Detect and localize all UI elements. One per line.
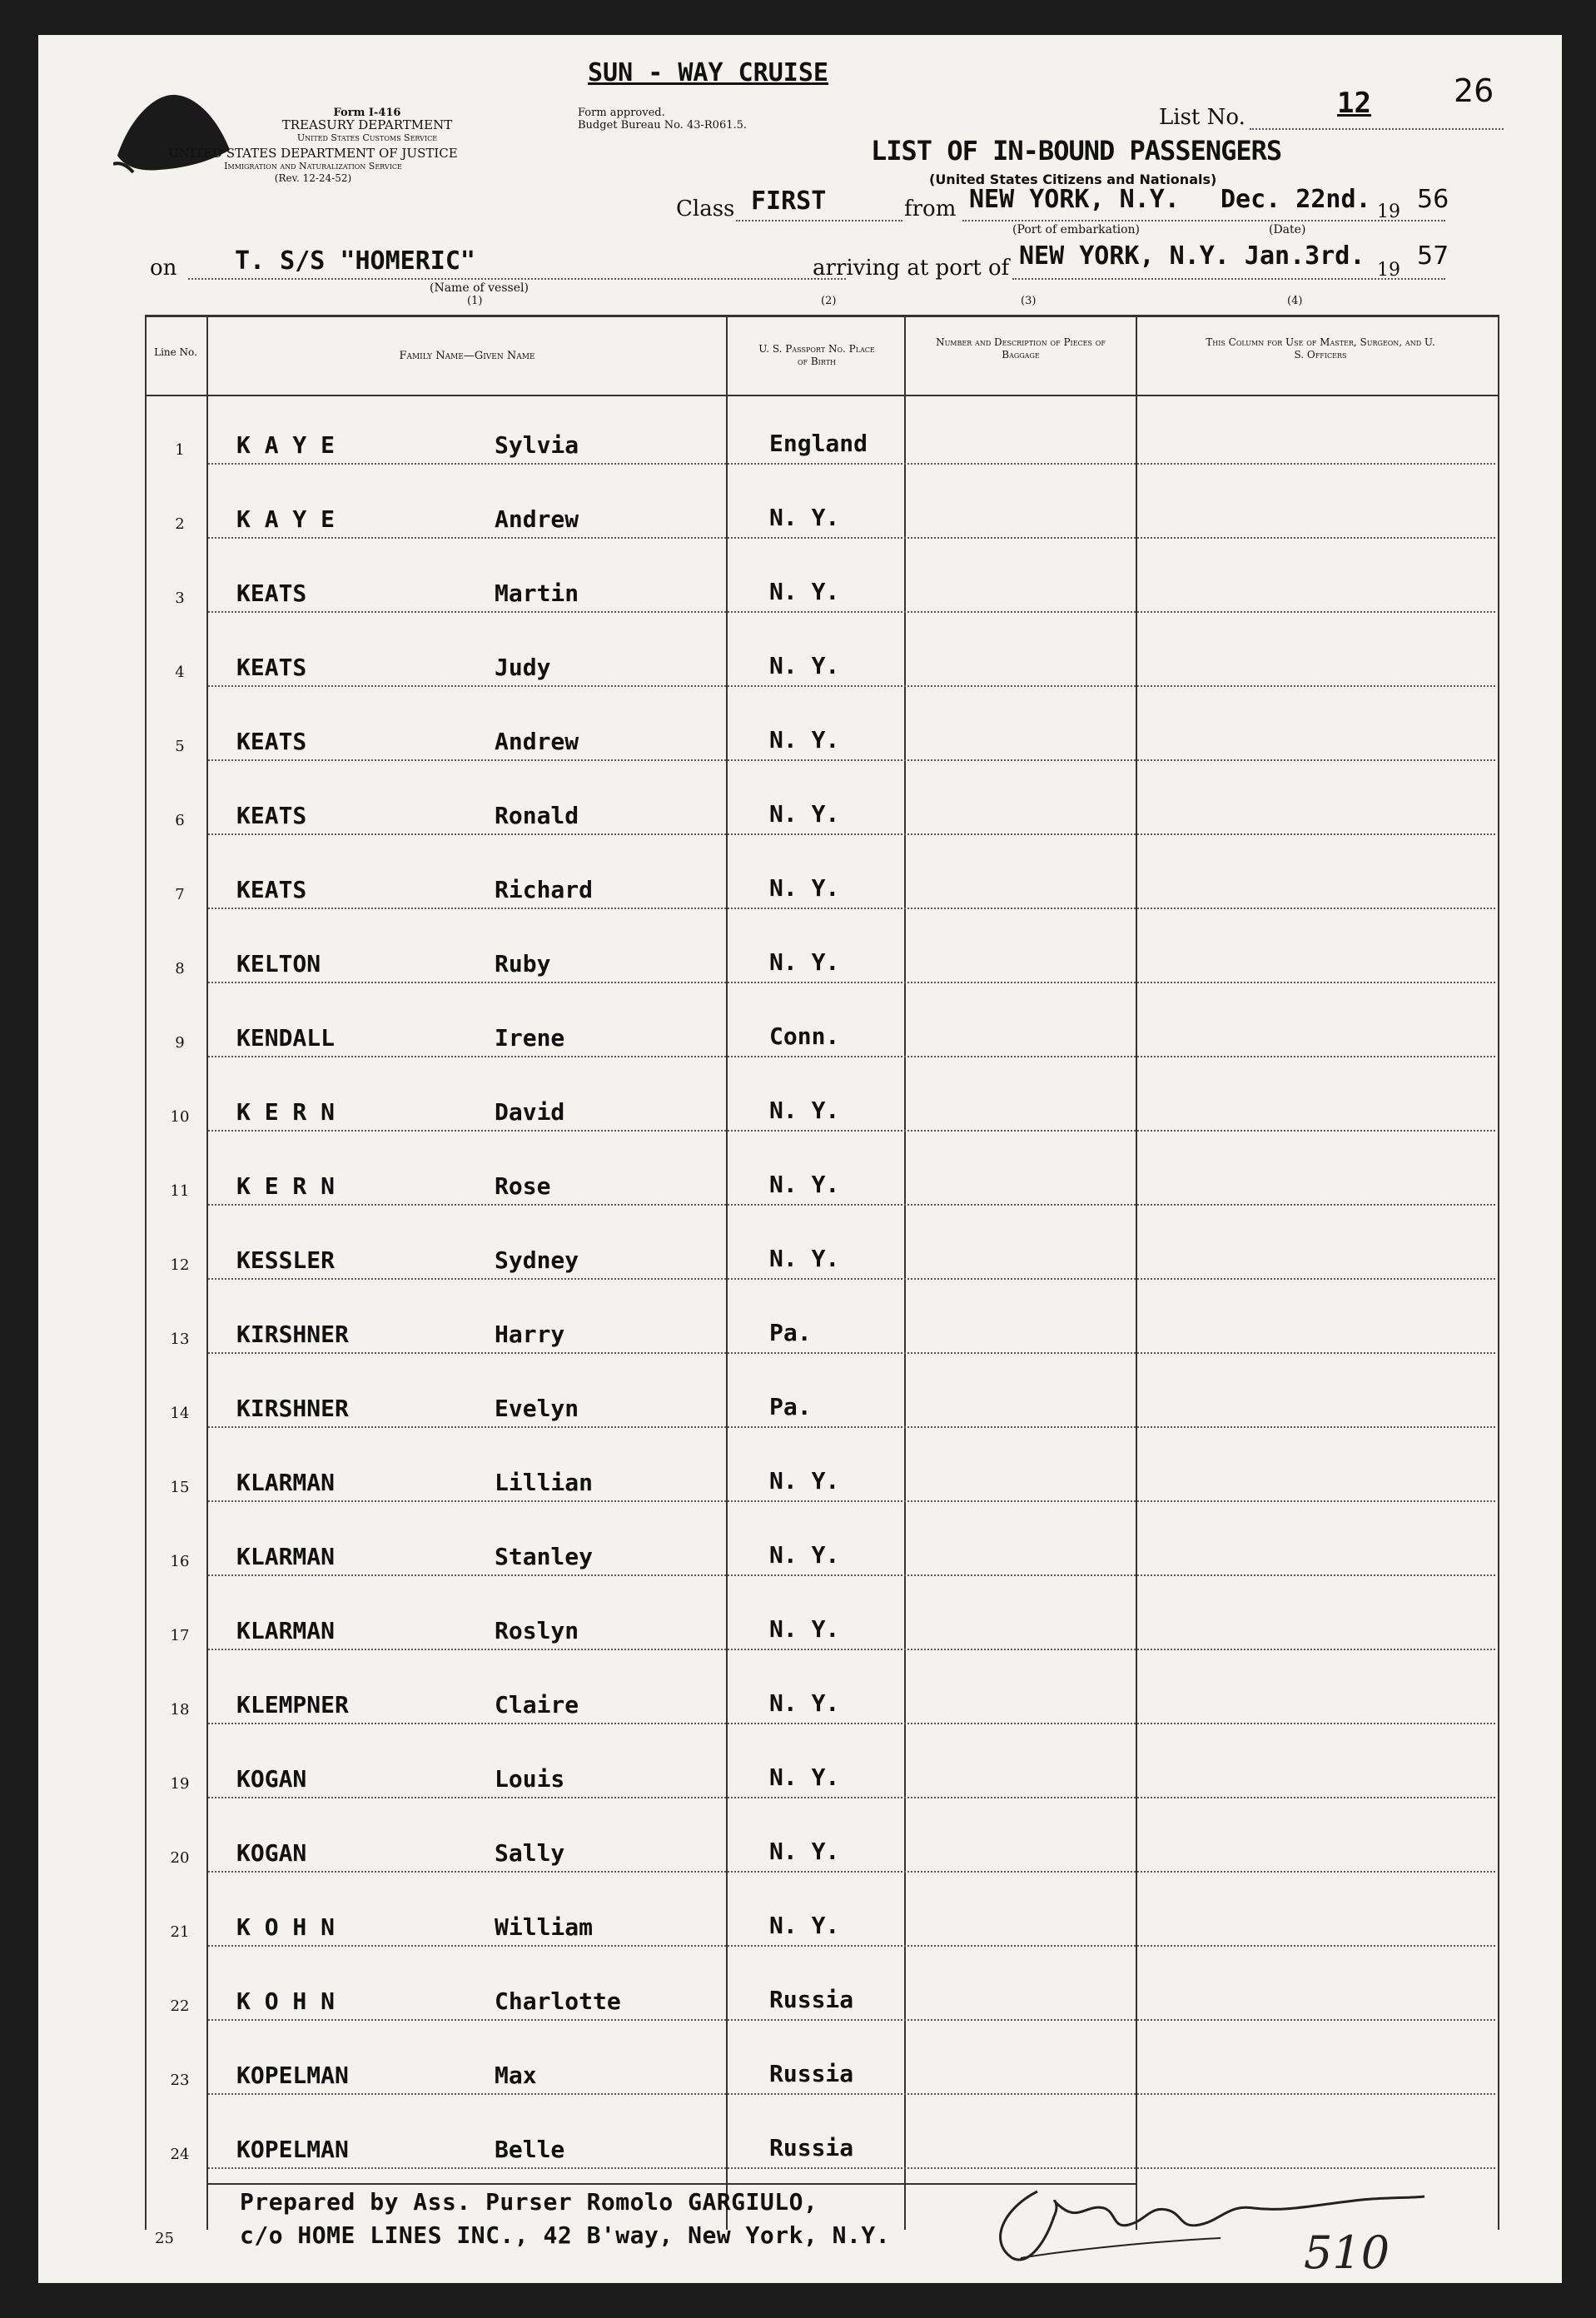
- given-name: Ruby: [495, 950, 551, 977]
- table-left-rule: [145, 315, 147, 2230]
- date-caption: (Date): [1269, 223, 1306, 236]
- form-approved: [578, 107, 747, 132]
- row-line-number: 3: [175, 589, 185, 607]
- row-line-number: 20: [170, 1849, 190, 1867]
- family-name: KEATS: [236, 802, 307, 829]
- row-rule: [208, 1500, 1495, 1502]
- family-name: KEATS: [236, 728, 307, 755]
- row-line-number: 16: [170, 1553, 190, 1570]
- row-line-number: 12: [170, 1256, 190, 1274]
- list-no-value: 12: [1337, 87, 1371, 120]
- row-rule: [208, 1723, 1495, 1724]
- row-line-number: 1: [175, 441, 185, 459]
- place-of-birth: N. Y.: [769, 1541, 840, 1569]
- place-of-birth: N. Y.: [769, 652, 840, 679]
- prepared-by-line-1: Prepared by Ass. Purser Romolo GARGIULO,: [240, 2188, 818, 2216]
- col-header-line-no: Line No.: [154, 346, 197, 358]
- row-rule: [208, 759, 1495, 761]
- handwritten-signature: [971, 2158, 1437, 2283]
- row-line-number: 15: [170, 1479, 190, 1496]
- cruise-title: SUN - WAY CRUISE: [588, 58, 828, 87]
- row-line-number: 24: [170, 2146, 190, 2163]
- class-label: Class: [676, 196, 735, 221]
- family-name: KELTON: [236, 950, 321, 977]
- immigration-service: Immigration and Naturalization Service: [224, 161, 402, 172]
- embark-port: NEW YORK, N.Y.: [969, 185, 1180, 214]
- place-of-birth: N. Y.: [769, 800, 840, 828]
- given-name: Andrew: [495, 728, 579, 755]
- row-rule: [208, 1426, 1495, 1428]
- row-rule: [208, 1130, 1495, 1132]
- port-of-embarkation-caption: (Port of embarkation): [1012, 223, 1140, 236]
- footer-line-number: 25: [155, 2230, 174, 2247]
- table-header-rule: [145, 395, 1498, 396]
- family-name: K O H N: [236, 1987, 336, 2015]
- row-line-number: 23: [170, 2072, 190, 2089]
- given-name: Charlotte: [495, 1987, 621, 2015]
- col-header-officers: This Column for Use of Master, Surgeon, and U. S. Officers: [1206, 336, 1435, 361]
- class-value: FIRST: [751, 187, 827, 216]
- col-rule-line: [206, 315, 208, 2230]
- place-of-birth: N. Y.: [769, 1763, 840, 1791]
- embark-date: Dec. 22nd.: [1221, 185, 1371, 214]
- vessel-line: [188, 278, 846, 280]
- place-of-birth: N. Y.: [769, 1689, 840, 1717]
- budget-bureau-text: Budget Bureau No. 43-R061.5.: [578, 119, 748, 132]
- given-name: Sally: [495, 1839, 565, 1867]
- row-rule: [208, 1278, 1495, 1280]
- given-name: Richard: [495, 876, 594, 903]
- place-of-birth: N. Y.: [769, 1912, 840, 1939]
- row-rule: [208, 1797, 1495, 1798]
- row-line-number: 8: [175, 960, 185, 977]
- treasury-department: TREASURY DEPARTMENT: [281, 117, 453, 132]
- given-name: Sylvia: [495, 431, 579, 459]
- given-name: William: [495, 1913, 594, 1941]
- family-name: KESSLER: [236, 1246, 336, 1274]
- given-name: Harry: [495, 1321, 565, 1348]
- place-of-birth: N. Y.: [769, 1097, 840, 1124]
- row-line-number: 10: [170, 1108, 190, 1126]
- row-rule: [208, 1056, 1495, 1057]
- row-line-number: 11: [170, 1182, 190, 1200]
- prepared-by-line-2: c/o HOME LINES INC., 42 B'way, New York, N.Y.: [240, 2221, 891, 2249]
- justice-department: UNITED STATES DEPARTMENT OF JUSTICE: [168, 146, 458, 161]
- col-rule-passport: [904, 315, 906, 2230]
- row-line-number: 5: [175, 738, 185, 755]
- document-sheet: [38, 35, 1562, 2283]
- row-line-number: 9: [175, 1034, 185, 1052]
- row-rule: [208, 1204, 1495, 1206]
- given-name: Judy: [495, 654, 551, 681]
- row-rule: [208, 537, 1495, 539]
- revision-date: (Rev. 12-24-52): [274, 172, 352, 184]
- family-name: K O H N: [236, 1913, 336, 1941]
- given-name: Evelyn: [495, 1395, 579, 1422]
- row-line-number: 21: [170, 1923, 190, 1941]
- row-rule: [208, 1871, 1495, 1873]
- family-name: K A Y E: [236, 431, 336, 459]
- given-name: Louis: [495, 1765, 565, 1793]
- row-rule: [208, 463, 1495, 465]
- family-name: KEATS: [236, 654, 307, 681]
- place-of-birth: Russia: [769, 2060, 854, 2087]
- place-of-birth: N. Y.: [769, 1467, 840, 1495]
- given-name: Ronald: [495, 802, 579, 829]
- subtitle: (United States Citizens and Nationals): [929, 172, 1217, 187]
- place-of-birth: N. Y.: [769, 874, 840, 902]
- row-line-number: 17: [170, 1627, 190, 1644]
- signature-note: 510: [1304, 2226, 1390, 2279]
- place-of-birth: N. Y.: [769, 578, 840, 605]
- list-no-line: [1250, 128, 1504, 130]
- place-of-birth: Russia: [769, 2134, 854, 2161]
- col-header-passport: U. S. Passport No. Place of Birth: [758, 343, 875, 367]
- place-of-birth: Russia: [769, 1986, 854, 2013]
- family-name: KIRSHNER: [236, 1395, 349, 1422]
- place-of-birth: N. Y.: [769, 504, 840, 531]
- row-line-number: 2: [175, 515, 185, 533]
- family-name: K A Y E: [236, 505, 336, 533]
- page-number: 26: [1454, 72, 1494, 109]
- given-name: Andrew: [495, 505, 579, 533]
- main-title: LIST OF IN-BOUND PASSENGERS: [871, 135, 1282, 167]
- on-label: on: [150, 256, 177, 281]
- place-of-birth: N. Y.: [769, 948, 840, 976]
- col-header-name: Family Name—Given Name: [399, 350, 535, 362]
- row-line-number: 7: [175, 886, 185, 903]
- family-name: KLARMAN: [236, 1469, 336, 1496]
- place-of-birth: Pa.: [769, 1393, 812, 1420]
- col-header-baggage: Number and Description of Pieces of Baggage: [936, 336, 1106, 361]
- col-rule-name: [726, 315, 728, 2230]
- given-name: Claire: [495, 1691, 579, 1719]
- row-line-number: 13: [170, 1331, 190, 1348]
- customs-service: United States Customs Service: [296, 132, 438, 143]
- family-name: KLEMPNER: [236, 1691, 349, 1719]
- list-no-label: List No.: [1159, 105, 1245, 130]
- row-line-number: 19: [170, 1775, 190, 1793]
- caption-2: (2): [821, 295, 837, 307]
- given-name: Sydney: [495, 1246, 579, 1274]
- row-rule: [208, 1649, 1495, 1650]
- embark-year-prefix: 19: [1377, 201, 1400, 222]
- given-name: Max: [495, 2062, 537, 2089]
- arrival-year: 57: [1417, 241, 1449, 271]
- caption-3: (3): [1021, 295, 1037, 307]
- arrival-port-date: NEW YORK, N.Y. Jan.3rd.: [1019, 241, 1365, 271]
- from-label: from: [904, 196, 957, 221]
- row-line-number: 6: [175, 812, 185, 829]
- row-rule: [208, 908, 1495, 909]
- caption-4: (4): [1287, 295, 1303, 307]
- row-line-number: 4: [175, 664, 185, 681]
- family-name: KLARMAN: [236, 1617, 336, 1644]
- row-rule: [208, 833, 1495, 835]
- row-rule: [208, 2019, 1495, 2021]
- row-line-number: 18: [170, 1701, 190, 1719]
- given-name: Stanley: [495, 1543, 594, 1570]
- class-line: [736, 220, 902, 221]
- family-name: KOGAN: [236, 1765, 307, 1793]
- family-name: KOGAN: [236, 1839, 307, 1867]
- place-of-birth: Conn.: [769, 1022, 840, 1050]
- form-number: Form I-416: [333, 107, 401, 119]
- place-of-birth: Pa.: [769, 1319, 812, 1346]
- family-name: KOPELMAN: [236, 2062, 349, 2089]
- arriving-label: arriving at port of: [813, 256, 1010, 281]
- given-name: Rose: [495, 1172, 551, 1200]
- arrival-year-prefix: 19: [1377, 260, 1400, 281]
- family-name: KOPELMAN: [236, 2136, 349, 2163]
- family-name: K E R N: [236, 1172, 336, 1200]
- given-name: Lillian: [495, 1469, 594, 1496]
- family-name: KENDALL: [236, 1024, 336, 1052]
- given-name: Belle: [495, 2136, 565, 2163]
- given-name: Martin: [495, 580, 579, 607]
- place-of-birth: N. Y.: [769, 1615, 840, 1643]
- form-header-left: [138, 107, 488, 185]
- family-name: K E R N: [236, 1098, 336, 1126]
- family-name: KEATS: [236, 876, 307, 903]
- given-name: David: [495, 1098, 565, 1126]
- row-rule: [208, 1945, 1495, 1947]
- table-top-rule: [145, 315, 1498, 317]
- form-approved-text: Form approved.: [578, 107, 665, 119]
- given-name: Irene: [495, 1024, 565, 1052]
- place-of-birth: N. Y.: [769, 1245, 840, 1272]
- family-name: KIRSHNER: [236, 1321, 349, 1348]
- vessel-caption-number: (1): [467, 295, 483, 307]
- place-of-birth: N. Y.: [769, 726, 840, 754]
- given-name: Roslyn: [495, 1617, 579, 1644]
- row-rule: [208, 982, 1495, 983]
- row-rule: [208, 685, 1495, 687]
- vessel-caption: (Name of vessel): [430, 281, 529, 295]
- place-of-birth: England: [769, 430, 868, 457]
- row-line-number: 14: [170, 1405, 190, 1422]
- row-rule: [208, 2093, 1495, 2095]
- row-rule: [208, 1574, 1495, 1576]
- family-name: KLARMAN: [236, 1543, 336, 1570]
- vessel-name: T. S/S "HOMERIC": [235, 246, 475, 276]
- family-name: KEATS: [236, 580, 307, 607]
- row-line-number: 22: [170, 1997, 190, 2015]
- col-rule-baggage: [1136, 315, 1137, 2230]
- place-of-birth: N. Y.: [769, 1838, 840, 1865]
- table-right-rule: [1498, 315, 1499, 2230]
- embark-year: 56: [1417, 185, 1449, 214]
- row-rule: [208, 1352, 1495, 1354]
- place-of-birth: N. Y.: [769, 1171, 840, 1198]
- row-rule: [208, 611, 1495, 613]
- from-line: [962, 220, 1445, 221]
